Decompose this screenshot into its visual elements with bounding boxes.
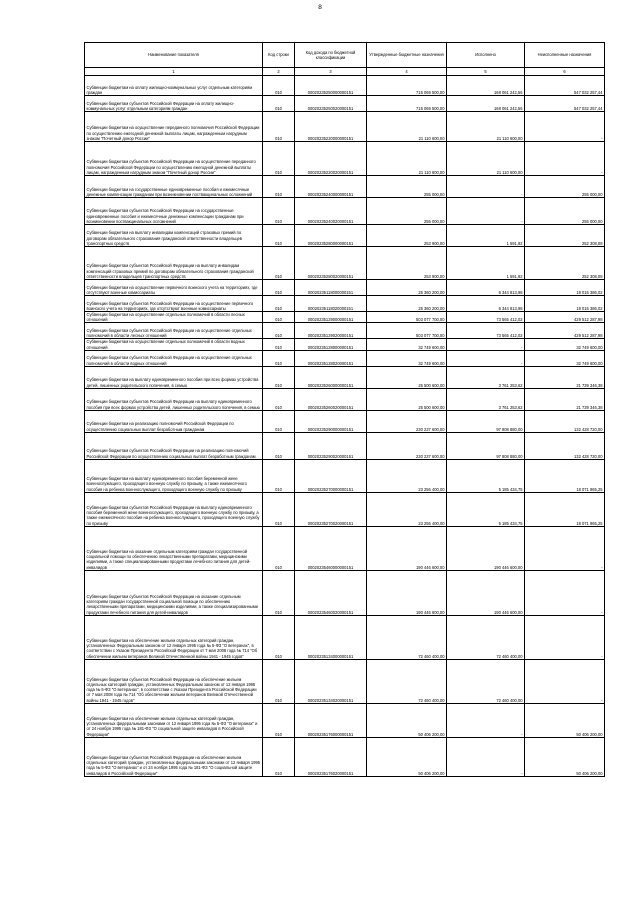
table-row (85, 142, 605, 176)
cell-income-code: 00020235134000000151 (295, 615, 367, 659)
cell-line-code: 010 (263, 96, 295, 112)
table-row (85, 247, 605, 280)
cell-line-code: 010 (263, 659, 295, 703)
cell-income-code: 00020235260020000151 (295, 388, 367, 410)
cell-name: Субвенции бюджетам на реализацию полномочий Российской Федерации по осуществлению социальных выплат безработным гражданам (85, 410, 263, 432)
cell-line-code: 010 (263, 459, 295, 492)
cell-name: Субвенции бюджетам на осуществление первичного воинского учета на территориях, где отсутствуют военные комиссариаты (85, 280, 263, 296)
cell-income-code: 00020235280020000151 (295, 247, 367, 280)
cell-line-code: 010 (263, 432, 295, 459)
column-number: 3 (295, 68, 367, 76)
cell-line-code: 010 (263, 526, 295, 570)
column-number: 4 (367, 68, 447, 76)
header-income-code: Код дохода по бюджетной классификации (295, 43, 367, 68)
table-row (85, 459, 605, 492)
cell-line-code: 010 (263, 615, 295, 659)
cell-income-code: 00020235129020000151 (295, 323, 367, 339)
cell-executed: 21 110 600,00 (447, 112, 525, 142)
cell-name: Субвенции бюджетам субъектов Российской Федерации на оплату жилищно-коммунальных услуг отдельным категориям граждан (85, 96, 263, 112)
cell-approved: 255 000,00 (367, 198, 447, 225)
cell-name: Субвенции бюджетам на оказание отдельным категориям граждан государственной социальной помощи по обеспечению лекарственными препаратами, медицинскими изделиями, а также специализированными продуктами лечебного питания для детей-инвалидов (85, 526, 263, 570)
cell-line-code: 010 (263, 312, 295, 323)
cell-remaining: - (525, 570, 605, 615)
table-row (85, 296, 605, 312)
header-remaining: Неисполненные назначения (525, 43, 605, 68)
cell-executed: 73 565 412,02 (447, 323, 525, 339)
cell-line-code: 010 (263, 247, 295, 280)
cell-executed: 97 808 880,00 (447, 432, 525, 459)
cell-executed: 3 761 253,62 (447, 388, 525, 410)
cell-remaining: 255 000,00 (525, 176, 605, 198)
cell-executed: 72 460 400,00 (447, 615, 525, 659)
header-executed: Исполнено (447, 43, 525, 68)
cell-executed: 5 185 434,75 (447, 459, 525, 492)
cell-remaining: 429 512 287,98 (525, 323, 605, 339)
cell-name: Субвенции бюджетам субъектов Российской Федерации на обеспечение жильем отдельных категорий граждан, установленных Федеральным законом от 12 января 1995 года № 5-ФЗ "О ветеранах", в соответствии с Указом Президента Российской Федерации от 7 мая 2008 года № 714 "Об обеспечении жильем ветеранов Великой Отечественной войны 1941 - 1945 годов" (85, 659, 263, 703)
cell-income-code: 00020235176000000151 (295, 703, 367, 737)
cell-income-code: 00020235220020000151 (295, 142, 367, 176)
cell-line-code: 010 (263, 225, 295, 247)
cell-executed: 190 446 600,00 (447, 570, 525, 615)
cell-remaining: - (525, 615, 605, 659)
cell-remaining: 21 739 346,38 (525, 388, 605, 410)
cell-approved: 23 256 400,00 (367, 459, 447, 492)
cell-name: Субвенции бюджетам субъектов Российской Федерации на выплату единовременного пособия беременной жене военнослужащего, проходящего военную службу по призыву, а также ежемесячного пособия на ребенка военнослужащего, проходящего военную службу по призыву (85, 492, 263, 526)
cell-approved: 503 077 700,00 (367, 323, 447, 339)
header-line-code: Код строки (263, 43, 295, 68)
table-row (85, 280, 605, 296)
cell-approved: 253 900,00 (367, 247, 447, 280)
cell-remaining: - (525, 112, 605, 142)
cell-approved: 230 237 600,00 (367, 432, 447, 459)
header-row (85, 43, 605, 68)
cell-executed: 97 808 880,00 (447, 410, 525, 432)
cell-remaining: 21 739 346,38 (525, 366, 605, 388)
cell-approved: 25 360 200,00 (367, 280, 447, 296)
column-number: 1 (85, 68, 263, 76)
cell-remaining: 547 032 257,44 (525, 96, 605, 112)
cell-line-code: 010 (263, 112, 295, 142)
cell-income-code: 00020235240000000151 (295, 176, 367, 198)
cell-approved: 32 749 600,00 (367, 350, 447, 366)
cell-line-code: 010 (263, 703, 295, 737)
cell-name: Субвенции бюджетам субъектов Российской Федерации на выплату инвалидам компенсаций страховых премий по договорам обязательного страхования гражданской ответственности владельцев транспортных средств (85, 247, 263, 280)
table-row (85, 96, 605, 112)
cell-income-code: 00020235118020000151 (295, 296, 367, 312)
table-row (85, 703, 605, 737)
page-number: 8 (318, 4, 322, 11)
cell-line-code: 010 (263, 198, 295, 225)
cell-remaining: 19 015 386,02 (525, 280, 605, 296)
cell-income-code: 00020235129000000151 (295, 312, 367, 323)
header-approved: Утвержденные бюджетные назначения (367, 43, 447, 68)
cell-name: Субвенции бюджетам на выплату единовременного пособия беременной жене военнослужащего, проходящего военную службу по призыву, а также ежемесячного пособия на ребенка военнослужащего, проходящего военную службу по призыву (85, 459, 263, 492)
cell-executed: 21 110 600,00 (447, 142, 525, 176)
cell-executed: - (447, 198, 525, 225)
cell-name: Субвенции бюджетам на государственные единовременные пособия и ежемесячные денежные компенсации гражданам при возникновении поствакцинальных осложнений (85, 176, 263, 198)
cell-executed: - (447, 339, 525, 350)
cell-remaining: 255 000,00 (525, 198, 605, 225)
cell-line-code: 010 (263, 339, 295, 350)
cell-line-code: 010 (263, 350, 295, 366)
cell-approved: 715 069 500,00 (367, 76, 447, 96)
table-row (85, 366, 605, 388)
cell-name: Субвенции бюджетам субъектов Российской Федерации на осуществление отдельных полномочий в области лесных отношений (85, 323, 263, 339)
cell-executed: 1 591,92 (447, 247, 525, 280)
cell-name: Субвенции бюджетам на оплату жилищно-коммунальных услуг отдельным категориям граждан (85, 76, 263, 96)
table-row (85, 112, 605, 142)
table-row (85, 492, 605, 526)
cell-income-code: 00020235128000000151 (295, 339, 367, 350)
cell-line-code: 010 (263, 737, 295, 776)
cell-executed: 6 344 813,98 (447, 280, 525, 296)
cell-remaining: - (525, 659, 605, 703)
table-row (85, 410, 605, 432)
cell-executed: 72 460 400,00 (447, 659, 525, 703)
cell-remaining: 18 071 965,25 (525, 459, 605, 492)
cell-remaining: 19 015 386,02 (525, 296, 605, 312)
cell-executed: 1 591,92 (447, 225, 525, 247)
cell-income-code: 00020235118000000151 (295, 280, 367, 296)
table-row (85, 176, 605, 198)
column-number: 6 (525, 68, 605, 76)
cell-name: Субвенции бюджетам субъектов Российской Федерации на осуществление переданного полномочия Российской Федерации по осуществлению ежегодной денежной выплаты лицам, награжденным нагрудным знаком "Почетный донор России" (85, 142, 263, 176)
cell-executed: 190 446 600,00 (447, 526, 525, 570)
cell-remaining: 50 406 200,00 (525, 703, 605, 737)
cell-approved: 190 446 600,00 (367, 570, 447, 615)
cell-remaining: 252 308,08 (525, 247, 605, 280)
cell-executed: - (447, 350, 525, 366)
cell-approved: 715 069 500,00 (367, 96, 447, 112)
table-row (85, 225, 605, 247)
table-row (85, 526, 605, 570)
cell-remaining: 18 071 965,25 (525, 492, 605, 526)
cell-name: Субвенции бюджетам на осуществление переданного полномочия Российской Федерации по осуществлению ежегодной денежной выплаты лицам, награжденным нагрудным знаком "Почетный донор России" (85, 112, 263, 142)
cell-executed: - (447, 176, 525, 198)
cell-income-code: 00020235220000000151 (295, 112, 367, 142)
cell-executed: - (447, 737, 525, 776)
table-row (85, 350, 605, 366)
cell-name: Субвенции бюджетам на обеспечение жильем отдельных категорий граждан, установленных федеральными законами от 12 января 1995 года № 5-ФЗ "О ветеранах" и от 24 ноября 1995 года № 181-ФЗ "О социальной защите инвалидов в Российской Федерации" (85, 703, 263, 737)
cell-approved: 50 406 200,00 (367, 703, 447, 737)
cell-income-code: 00020235134020000151 (295, 659, 367, 703)
cell-remaining: 547 032 257,44 (525, 76, 605, 96)
cell-name: Субвенции бюджетам субъектов Российской Федерации на выплату единовременного пособия при всех формах устройства детей, лишенных родительского попечения, в семью (85, 388, 263, 410)
cell-remaining: 252 308,08 (525, 225, 605, 247)
cell-executed: 73 565 412,02 (447, 312, 525, 323)
cell-remaining: 32 749 600,00 (525, 350, 605, 366)
cell-executed: 168 061 242,56 (447, 96, 525, 112)
cell-name: Субвенции бюджетам на выплату единовременного пособия при всех формах устройства детей, лишенных родительского попечения, в семью (85, 366, 263, 388)
cell-name: Субвенции бюджетам на выплату инвалидам компенсаций страховых премий по договорам обязательного страхования гражданской ответственности владельцев транспортных средств (85, 225, 263, 247)
cell-approved: 72 460 400,00 (367, 615, 447, 659)
cell-name: Субвенции бюджетам на осуществление отдельных полномочий в области водных отношений (85, 339, 263, 350)
cell-line-code: 010 (263, 296, 295, 312)
cell-approved: 72 460 400,00 (367, 659, 447, 703)
cell-line-code: 010 (263, 280, 295, 296)
header-name: Наименование показателя (85, 43, 263, 68)
cell-executed: 5 185 434,75 (447, 492, 525, 526)
cell-remaining: 429 512 287,98 (525, 312, 605, 323)
cell-income-code: 00020235250020000151 (295, 96, 367, 112)
cell-line-code: 010 (263, 366, 295, 388)
cell-name: Субвенции бюджетам субъектов Российской Федерации на обеспечение жильем отдельных категорий граждан, установленных федеральными законами от 12 января 1995 года № 5-ФЗ "О ветеранах" и от 24 ноября 1995 года № 181-ФЗ "О социальной защите инвалидов в Российской Федерации" (85, 737, 263, 776)
cell-approved: 253 900,00 (367, 225, 447, 247)
cell-line-code: 010 (263, 410, 295, 432)
cell-approved: 255 000,00 (367, 176, 447, 198)
table-row (85, 388, 605, 410)
cell-income-code: 00020235460020000151 (295, 570, 367, 615)
table-row (85, 615, 605, 659)
cell-remaining: 50 406 200,00 (525, 737, 605, 776)
cell-income-code: 00020235260000000151 (295, 366, 367, 388)
cell-name: Субвенции бюджетам субъектов Российской Федерации на реализацию полномочий Российской Федерации по осуществлению социальных выплат безработным гражданам (85, 432, 263, 459)
cell-approved: 32 749 600,00 (367, 339, 447, 350)
column-number: 2 (263, 68, 295, 76)
cell-approved: 503 077 700,00 (367, 312, 447, 323)
cell-line-code: 010 (263, 142, 295, 176)
cell-line-code: 010 (263, 323, 295, 339)
cell-remaining: - (525, 526, 605, 570)
cell-remaining: 32 749 600,00 (525, 339, 605, 350)
cell-remaining: 132 428 720,00 (525, 410, 605, 432)
cell-name: Субвенции бюджетам субъектов Российской Федерации на оказание отдельным категориям граждан государственной социальной помощи по обеспечению лекарственными препаратами, медицинскими изделиями, а также специализированными продуктами лечебного питания для детей-инвалидов (85, 570, 263, 615)
cell-income-code: 00020235290000000151 (295, 410, 367, 432)
table-row (85, 198, 605, 225)
table-row (85, 323, 605, 339)
table-row (85, 76, 605, 96)
cell-income-code: 00020235250000000151 (295, 76, 367, 96)
cell-name: Субвенции бюджетам субъектов Российской Федерации на осуществление отдельных полномочий в области водных отношений (85, 350, 263, 366)
cell-approved: 25 500 600,00 (367, 388, 447, 410)
cell-income-code: 00020235270000000151 (295, 459, 367, 492)
cell-income-code: 00020235128020000151 (295, 350, 367, 366)
cell-executed: 6 344 813,98 (447, 296, 525, 312)
cell-income-code: 00020235240020000151 (295, 198, 367, 225)
cell-executed: 3 761 253,62 (447, 366, 525, 388)
cell-approved: 230 237 600,00 (367, 410, 447, 432)
table-row (85, 339, 605, 350)
cell-income-code: 00020235270020000151 (295, 492, 367, 526)
cell-approved: 23 256 400,00 (367, 492, 447, 526)
cell-name: Субвенции бюджетам субъектов Российской Федерации на осуществление первичного воинского учета на территориях, где отсутствуют военные комиссариаты (85, 296, 263, 312)
cell-name: Субвенции бюджетам на обеспечение жильем отдельных категорий граждан, установленных Федеральным законом от 12 января 1995 года № 5-ФЗ "О ветеранах", в соответствии с Указом Президента Российской Федерации от 7 мая 2008 года № 714 "Об обеспечении жильем ветеранов Великой Отечественной войны 1941 - 1945 годов" (85, 615, 263, 659)
cell-income-code: 00020235290020000151 (295, 432, 367, 459)
cell-approved: 25 500 600,00 (367, 366, 447, 388)
cell-income-code: 00020235176020000151 (295, 737, 367, 776)
column-number: 5 (447, 68, 525, 76)
cell-approved: 190 446 600,00 (367, 526, 447, 570)
cell-executed: 168 061 242,56 (447, 76, 525, 96)
cell-approved: 50 406 200,00 (367, 737, 447, 776)
table-row (85, 312, 605, 323)
cell-income-code: 00020235280000000151 (295, 225, 367, 247)
cell-income-code: 00020235460000000151 (295, 526, 367, 570)
column-number-row (85, 68, 605, 76)
cell-approved: 21 110 600,00 (367, 112, 447, 142)
cell-name: Субвенции бюджетам субъектов Российской Федерации на государственные единовременные пособия и ежемесячные денежные компенсации гражданам при возникновении поствакцинальных осложнений (85, 198, 263, 225)
cell-line-code: 010 (263, 570, 295, 615)
table-row (85, 570, 605, 615)
cell-name: Субвенции бюджетам на осуществление отдельных полномочий в области лесных отношений (85, 312, 263, 323)
cell-remaining: - (525, 142, 605, 176)
cell-executed: - (447, 703, 525, 737)
cell-line-code: 010 (263, 388, 295, 410)
table-row (85, 737, 605, 776)
table-row (85, 432, 605, 459)
cell-approved: 21 110 600,00 (367, 142, 447, 176)
cell-line-code: 010 (263, 176, 295, 198)
table-row (85, 659, 605, 703)
cell-line-code: 010 (263, 76, 295, 96)
budget-execution-table (84, 42, 605, 777)
cell-remaining: 132 428 720,00 (525, 432, 605, 459)
cell-approved: 25 360 200,00 (367, 296, 447, 312)
cell-line-code: 010 (263, 492, 295, 526)
